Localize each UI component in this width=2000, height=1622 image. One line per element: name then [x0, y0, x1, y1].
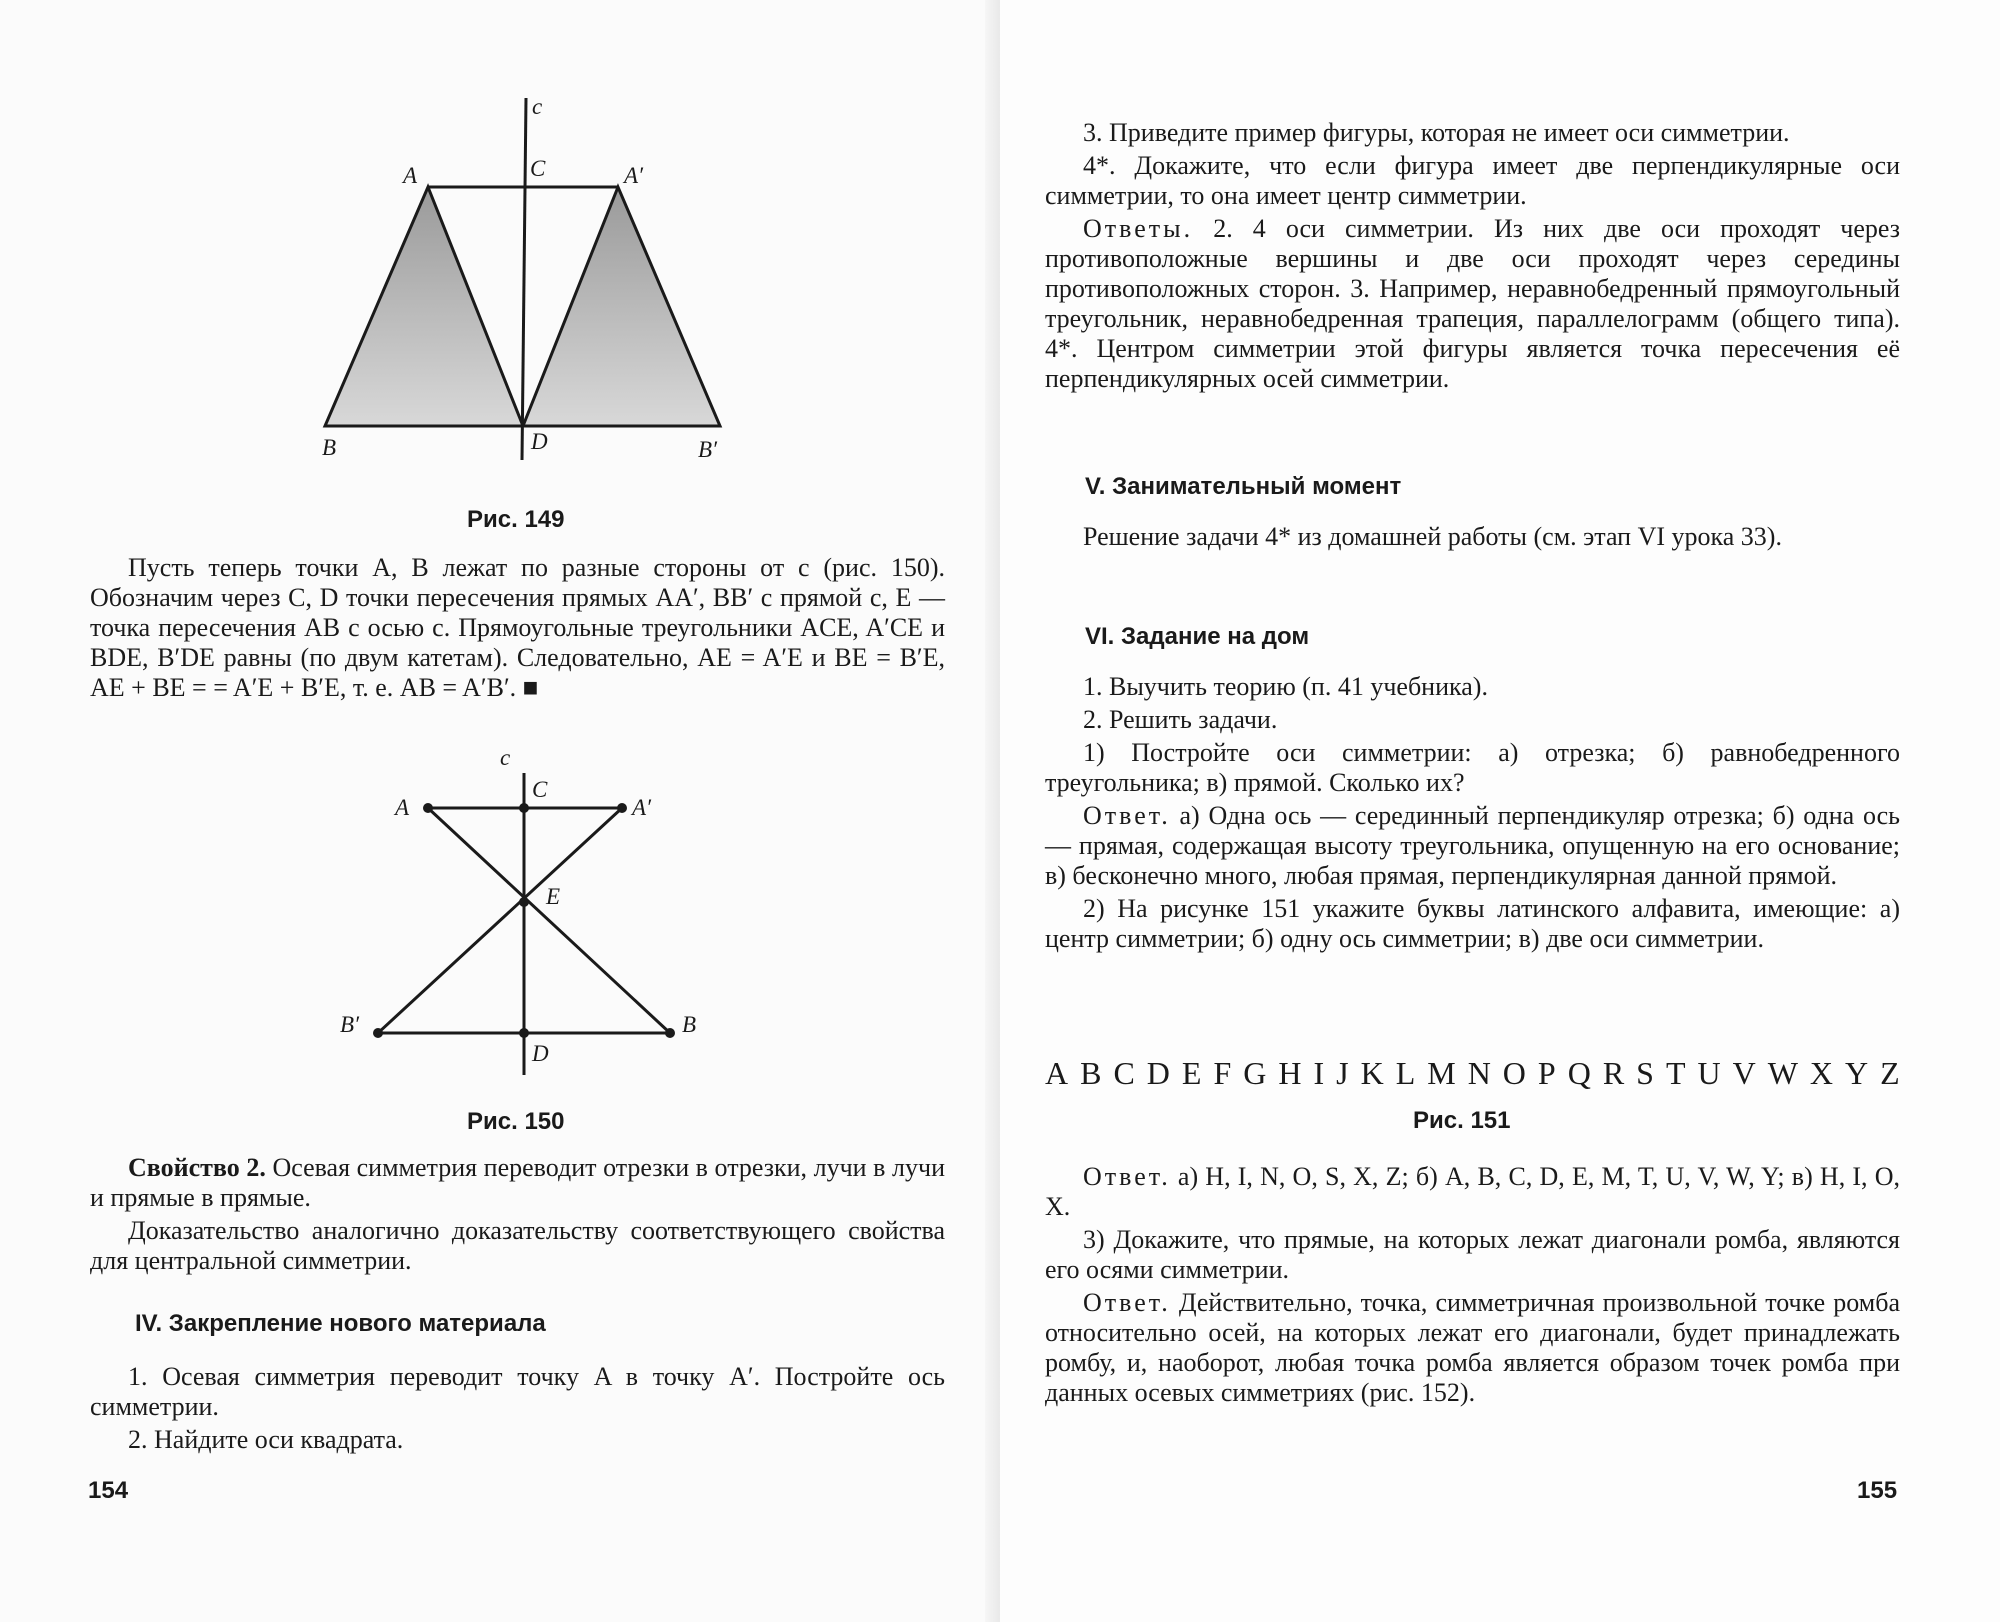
tasks-3-4 [1045, 118, 1900, 397]
property-2-title: Свойство 2. [128, 1153, 266, 1182]
section-4-tasks [90, 1362, 945, 1458]
label-d: D [531, 429, 548, 454]
answer-2 [1045, 1162, 1900, 1222]
homework-2-1: 1) Постройте оси симметрии: а) отрезка; б) равнобедренного треугольника; в) прямой. Сколько их? [1045, 738, 1900, 797]
letter: H [1278, 1055, 1302, 1091]
section-5-heading: V. Занимательный момент [1085, 473, 1402, 500]
answers-text: 2. 4 оси симметрии. Из них две оси проходят через противоположные вершины и две оси проходят через середины противоположных сторон. 3. Например, неравнобедренный прямоугольный треугольник, неравнобедренная трапеция, параллелограмм (общего типа). 4*. Центром симметрии этой фигуры является точка пересечения её перпендикулярных осей симметрии. [1045, 214, 1901, 393]
right-page [1000, 0, 2000, 1622]
point-a-prime [617, 803, 627, 813]
homework-1: 1. Выучить теорию (п. 41 учебника). [1083, 672, 1488, 701]
point-e [519, 897, 529, 907]
answer-3-text: Действительно, точка, симметричная произвольной точке ромба относительно осей, на которых лежат его диагонали, будет принадлежать ромбу, и, наоборот, любая точка ромба является образом точек ромба при данных осевых симметриях (рис. 152). [1045, 1288, 1900, 1407]
letter: N [1467, 1055, 1491, 1091]
label-d: D [532, 1041, 549, 1066]
point-b [665, 1028, 675, 1038]
letter: V [1732, 1055, 1756, 1091]
letter: G [1243, 1055, 1267, 1091]
label-a: A [403, 163, 418, 188]
letter: Y [1845, 1055, 1869, 1091]
task-1: 1. Осевая симметрия переводит точку A в точку A′. Постройте ось симметрии. [90, 1362, 945, 1421]
answers-block [1045, 214, 1900, 394]
letter: Q [1567, 1055, 1591, 1091]
answer-3 [1045, 1288, 1900, 1408]
latin-alphabet [1045, 1055, 1900, 1092]
letter: M [1427, 1055, 1456, 1091]
answer-1-label: Ответ. [1083, 801, 1171, 830]
property-2-block [90, 1153, 945, 1279]
answers-block-2 [1045, 1162, 1900, 1411]
task-4: 4*. Докажите, что если фигура имеет две перпендикулярные оси симметрии, то она имеет центр симметрии. [1045, 151, 1900, 210]
axis-c [522, 98, 526, 460]
answer-2-label: Ответ. [1083, 1162, 1171, 1191]
answers-label: Ответы. [1083, 214, 1194, 243]
letter: T [1665, 1055, 1686, 1091]
letter: A [1045, 1055, 1069, 1091]
label-c: c [532, 94, 543, 119]
section-5-text: Решение задачи 4* из домашней работы (см. этап VI урока 33). [1083, 522, 1782, 551]
paragraph-1: Пусть теперь точки A, B лежат по разные стороны от c (рис. 150). Обозначим через C, D точки пересечения прямых AA′, BB′ с прямой c, E — точка пересечения AB с осью c. Прямоугольные треугольники ACE, A′CE и BDE, B′DE равны (по двум катетам). Следовательно, AE = A′E и BE = B′E, AE + BE = = A′E + B′E, т. е. AB = A′B′. ■ [90, 553, 945, 702]
label-b: B [682, 1012, 697, 1037]
label-c-point: C [532, 777, 548, 802]
label-b-prime: B′ [698, 437, 718, 462]
letter: I [1313, 1055, 1325, 1091]
letter: W [1767, 1055, 1798, 1091]
label-b: B [322, 435, 337, 460]
label-b-prime: B′ [340, 1012, 360, 1037]
section-4-heading: IV. Закрепление нового материала [135, 1310, 546, 1337]
figure-150-caption: Рис. 150 [467, 1108, 565, 1135]
figure-149 [300, 90, 770, 470]
task-3: 3. Приведите пример фигуры, которая не имеет оси симметрии. [1083, 118, 1790, 147]
homework-2-3: 3) Докажите, что прямые, на которых лежат диагонали ромба, являются его осями симметрии. [1045, 1225, 1900, 1284]
figure-149-caption: Рис. 149 [467, 506, 565, 533]
point-b-prime [373, 1028, 383, 1038]
letter: J [1336, 1055, 1349, 1091]
homework-block [1045, 672, 1900, 957]
label-c: c [500, 745, 511, 770]
letter: B [1080, 1055, 1102, 1091]
letter: C [1113, 1055, 1135, 1091]
letter: Z [1880, 1055, 1900, 1091]
letter: R [1602, 1055, 1625, 1091]
figure-150 [330, 745, 730, 1075]
property-2-text: Осевая симметрия переводит отрезки в отрезки, лучи в лучи и прямые в прямые. [90, 1153, 945, 1212]
label-a-prime: A′ [624, 163, 644, 188]
section-6-heading: VI. Задание на дом [1085, 623, 1310, 650]
letter: O [1502, 1055, 1526, 1091]
page-number-right: 155 [1857, 1477, 1898, 1504]
page-number-left: 154 [88, 1477, 129, 1504]
letter: L [1395, 1055, 1416, 1091]
label-e: E [546, 884, 561, 909]
letter: F [1213, 1055, 1232, 1091]
homework-2: 2. Решить задачи. [1083, 705, 1278, 734]
answer-2-text: а) H, I, N, O, S, X, Z; б) A, B, C, D, E, M, T, U, V, W, Y; в) H, I, O, X. [1045, 1162, 1901, 1221]
proof-text: Доказательство аналогично доказательству соответствующего свойства для центральной симметрии. [90, 1216, 945, 1275]
letter: D [1146, 1055, 1170, 1091]
label-c-point: C [530, 156, 546, 181]
triangle-a-prime-b-prime-d [523, 187, 720, 426]
answer-1 [1045, 801, 1900, 891]
letter: S [1636, 1055, 1654, 1091]
homework-2-2: 2) На рисунке 151 укажите буквы латинского алфавита, имеющие: а) центр симметрии; б) одну ось симметрии; в) две оси симметрии. [1045, 894, 1900, 953]
figure-151-caption: Рис. 151 [1413, 1107, 1511, 1134]
triangle-abd [325, 187, 523, 426]
letter: U [1697, 1055, 1721, 1091]
point-d [519, 1028, 529, 1038]
point-a [423, 803, 433, 813]
label-a-prime: A′ [632, 795, 652, 820]
answer-3-label: Ответ. [1083, 1288, 1171, 1317]
task-2: 2. Найдите оси квадрата. [128, 1425, 404, 1454]
answer-1-text: а) Одна ось — серединный перпендикуляр отрезка; б) одна ось — прямая, содержащая высоту треугольника, опущенную на его основание; в) бесконечно много, любая прямая, перпендикулярная данной прямой. [1045, 801, 1900, 890]
letter: P [1537, 1055, 1556, 1091]
segment-a-prime-b-prime [378, 808, 622, 1033]
letter: E [1181, 1055, 1202, 1091]
section-5-text-block [1045, 522, 1900, 555]
label-a: A [395, 795, 410, 820]
point-c [519, 803, 529, 813]
segment-ab [428, 808, 670, 1033]
letter: X [1809, 1055, 1834, 1091]
letter: K [1360, 1055, 1384, 1091]
